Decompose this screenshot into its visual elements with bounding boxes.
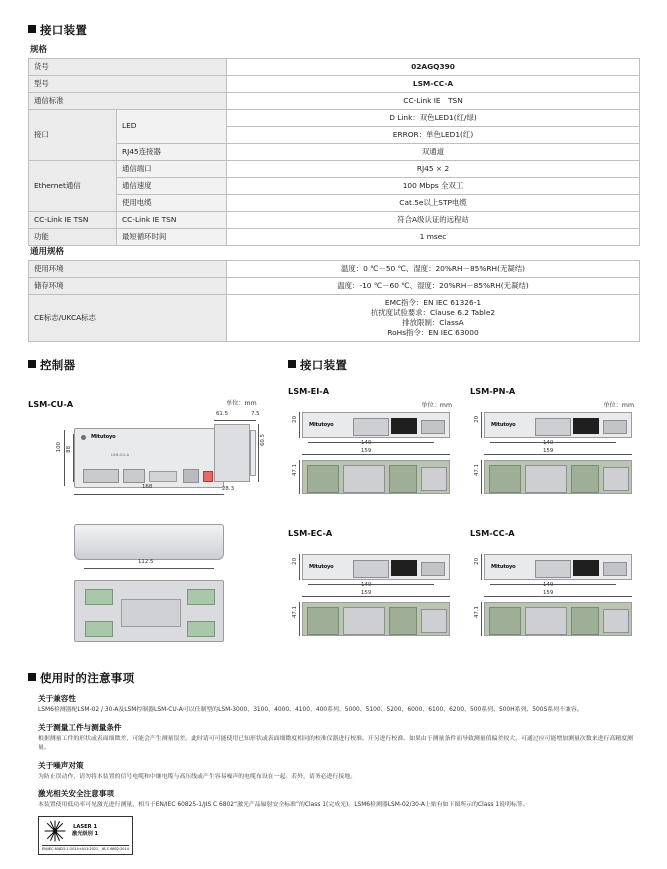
interface-device-section <box>288 357 640 378</box>
cell-value: Cat.5e以上STP电缆 <box>227 194 640 211</box>
cell-value: 符合A级认证的远程站 <box>227 211 640 228</box>
board-area <box>389 465 417 493</box>
dim-line <box>299 460 300 494</box>
dim-line <box>73 434 74 482</box>
dim-line <box>214 420 256 421</box>
dim-line <box>481 554 482 580</box>
device-block-ec <box>288 528 460 644</box>
table-row <box>29 109 640 126</box>
port-block <box>535 418 571 436</box>
dim-line <box>481 412 482 438</box>
device-drawing <box>288 544 460 644</box>
cell-sublabel: 通信速度 <box>117 177 227 194</box>
table-row <box>29 211 640 228</box>
cell-label: 货号 <box>29 59 227 76</box>
table-row <box>29 143 640 160</box>
device-drawing <box>288 402 460 502</box>
note-body-noise: 为防止误动作，请勿将本装置的信号电缆和中继电缆与高压线或产生容易噪声的电缆布设在一起。若外，请务必进行接地。 <box>38 773 357 780</box>
table-row <box>29 194 640 211</box>
notes-section <box>28 670 640 855</box>
ce-line: 抗扰度试验要求：Clause 6.2 Table2 <box>370 307 496 317</box>
dim-depth-total: 61.5 <box>216 411 229 417</box>
dim-width-159: 159 <box>543 590 554 596</box>
square-bullet-icon <box>288 360 296 368</box>
dim-foot: 28.3 <box>222 486 235 492</box>
connector-block <box>149 471 177 482</box>
dim-width-159: 159 <box>361 590 372 596</box>
unit-label: 单位：mm <box>603 402 634 409</box>
cell-value: 1 msec <box>227 228 640 245</box>
device-block-pn <box>470 386 642 502</box>
dim-front-width: 168 <box>142 484 153 490</box>
table-row <box>29 59 640 76</box>
general-spec-table <box>28 260 640 342</box>
cell-value: CC-Link IE TSN <box>227 92 640 109</box>
connector-block <box>183 469 199 483</box>
cell-value: LSM-CC-A <box>227 75 640 92</box>
device-block-ei <box>288 386 460 502</box>
device-front-body <box>302 412 450 438</box>
device-model-label: LSM-CC-A <box>470 528 515 538</box>
port-block <box>603 420 627 434</box>
cell-value: 温度：0 ℃－50 ℃、湿度：20%RH－85%RH(无凝结) <box>227 261 640 278</box>
brand-logo: Mitutoyo <box>491 422 516 428</box>
cell-sublabel: 最短循环时间 <box>117 228 227 245</box>
controller-side-flange <box>250 430 256 476</box>
controller-bottom-body <box>74 580 224 642</box>
table-row <box>29 177 640 194</box>
board-area <box>307 465 339 493</box>
device-bottom-body <box>302 460 450 494</box>
port-block <box>421 562 445 576</box>
dim-line <box>299 602 300 636</box>
dim-height2: 47.1 <box>292 464 298 477</box>
board-area <box>421 467 447 491</box>
cell-label: CC-Link IE TSN <box>29 211 117 228</box>
device-model-label: LSM-PN-A <box>470 386 516 396</box>
cell-sublabel: 通信端口 <box>117 160 227 177</box>
sub-heading-general-spec: 通用规格 <box>30 247 65 257</box>
display-panel <box>391 418 417 434</box>
dim-line <box>484 454 632 455</box>
dim-height: 20 <box>292 416 298 423</box>
unit-label: 单位：mm <box>421 402 452 409</box>
square-bullet-icon <box>28 673 36 681</box>
unit-label: 单位：mm <box>226 400 257 407</box>
note-body-compatibility: LSM6检测器配LSM-02 / 30-A及LSM控制器LSM-CU-A可以任制型的LSM-3000、3100、4000、4100、400系列、5000、5100、5200、6000、6100、6200、500系列、500H系列、500S系列不兼容。 <box>38 707 583 713</box>
board-area <box>489 465 521 493</box>
laser-standard-code: EN/IEC 60825-1:2014+A11:2021、JIS C 6802:2014 <box>42 847 129 852</box>
dim-width-140: 140 <box>543 440 554 446</box>
board-area <box>525 607 567 635</box>
cell-value: D Link：双色LED1(红/绿) <box>227 109 640 126</box>
dim-front-height: 100 <box>56 442 62 453</box>
note-title-compatibility: 关于兼容性 <box>38 694 76 703</box>
cell-label: 型号 <box>29 75 227 92</box>
cell-value: RJ45 × 2 <box>227 160 640 177</box>
cell-label: Ethernet通信 <box>29 160 117 211</box>
controller-side-view <box>208 400 288 514</box>
board-area <box>571 607 599 635</box>
cell-sublabel: LED <box>117 109 227 143</box>
controller-iso-body <box>74 524 224 560</box>
bottom-plate <box>121 599 181 627</box>
dim-depth-small: 7.5 <box>251 411 260 417</box>
port-block <box>535 560 571 578</box>
note-body-laser-safety: 本装置使用低功率可见激光进行测量，相当于EN/IEC 60825-1/JIS C 6802“激光产品辐射安全标准”的Class 1(完成光)。LSM6检测器LSM-02/30-A上贴有如下图所示的Class 1说明标签。 <box>38 802 529 809</box>
table-row <box>29 75 640 92</box>
table-row <box>29 277 640 294</box>
dim-height2: 47.1 <box>292 606 298 619</box>
dim-line <box>299 554 300 580</box>
cell-value: 100 Mbps 全双工 <box>227 177 640 194</box>
cell-label: CE标志/UKCA标志 <box>29 294 227 341</box>
device-model-label: LSM-EC-A <box>288 528 333 538</box>
board-area <box>343 465 385 493</box>
device-drawing <box>470 544 642 644</box>
cell-value: 02AGQ390 <box>227 59 640 76</box>
dim-height2: 47.1 <box>474 464 480 477</box>
note-title-workpiece: 关于测量工件与测量条件 <box>38 722 122 732</box>
laser-sunburst-icon <box>42 819 68 843</box>
board-area <box>525 465 567 493</box>
note-body-workpiece: 根据测量工件的形状或表面细微差，可能会产生测量误差。此时请可可能使用已知形状或表面细微度相同的校准仪器进行校准。开另进行校准。如果由于测量条件而导致测量值偏差较大，可通过应可能增加测量次数来进行高精度测量。 <box>38 735 633 751</box>
square-bullet-icon <box>28 25 36 33</box>
cell-label: 接口 <box>29 109 117 160</box>
dim-line <box>484 596 632 597</box>
section-heading-notes: 使用时的注意事项 <box>28 670 640 686</box>
dim-width-140: 140 <box>361 582 372 588</box>
cell-label: 通信标准 <box>29 92 227 109</box>
dim-width-140: 140 <box>361 440 372 446</box>
controller-body <box>74 428 224 488</box>
controller-bottom-view <box>74 580 224 650</box>
laser-class-line2: 激光级别 1 <box>72 831 99 838</box>
interface-unit-section <box>28 22 640 246</box>
device-block-cc <box>470 528 642 644</box>
table-row <box>29 261 640 278</box>
dim-top-width: 112.5 <box>138 559 154 565</box>
sub-heading-spec: 规格 <box>30 45 48 55</box>
board-area <box>571 465 599 493</box>
display-panel <box>391 560 417 576</box>
mount-pad <box>85 589 113 605</box>
dim-front-inner-height: 88 <box>66 446 72 453</box>
dim-side-height: 60.5 <box>260 434 266 447</box>
cell-value: 温度：-10 ℃－60 ℃、湿度：20%RH－85%RH(无凝结) <box>227 277 640 294</box>
dim-line <box>302 454 450 455</box>
ce-line: EMC指令：EN IEC 61326-1 <box>384 297 482 307</box>
device-bottom-body <box>484 460 632 494</box>
brand-logo: Mitutoyo <box>91 434 116 440</box>
brand-logo: Mitutoyo <box>309 422 334 428</box>
controller-model-label: LSM-CU-A <box>28 399 74 409</box>
port-block <box>421 420 445 434</box>
section-heading-controller: 控制器 <box>28 357 278 373</box>
device-bottom-body <box>302 602 450 636</box>
dim-line <box>64 430 65 486</box>
display-panel <box>573 418 599 434</box>
device-front-body <box>484 412 632 438</box>
ce-line: RoHs指令：EN IEC 63000 <box>387 327 479 337</box>
laser-class-line1: LASER 1 <box>73 824 98 831</box>
display-panel <box>573 560 599 576</box>
connector-block <box>83 469 119 483</box>
dim-line <box>481 602 482 636</box>
cell-value: ERROR：单色LED1(红) <box>227 126 640 143</box>
port-block <box>353 560 389 578</box>
brand-logo: Mitutoyo <box>491 564 516 570</box>
cell-label: 功能 <box>29 228 117 245</box>
device-model-label: LSM-EI-A <box>288 386 330 396</box>
device-bottom-body <box>484 602 632 636</box>
spec-table <box>28 58 640 246</box>
cell-sublabel: CC-Link IE TSN <box>117 211 227 228</box>
cell-value-multiline <box>227 294 640 341</box>
table-row <box>29 294 640 341</box>
dim-line <box>74 494 224 495</box>
cell-label: 储存环境 <box>29 277 227 294</box>
board-area <box>489 607 521 635</box>
dim-height: 20 <box>474 558 480 565</box>
device-drawing <box>470 402 642 502</box>
controller-sublabel: LSM-CU-A <box>111 453 130 457</box>
cell-sublabel: 使用电缆 <box>117 194 227 211</box>
port-block <box>353 418 389 436</box>
controller-side-body <box>214 424 250 482</box>
port-block <box>603 562 627 576</box>
dim-height: 20 <box>292 558 298 565</box>
dim-line <box>481 460 482 494</box>
note-title-noise: 关于噪声对策 <box>38 760 84 770</box>
board-area <box>603 467 629 491</box>
dim-height2: 47.1 <box>474 606 480 619</box>
board-area <box>389 607 417 635</box>
dim-width-159: 159 <box>543 448 554 454</box>
table-row <box>29 92 640 109</box>
dim-width-140: 140 <box>543 582 554 588</box>
table-row <box>29 160 640 177</box>
mount-pad <box>85 621 113 637</box>
laser-class-label <box>38 816 133 855</box>
board-area <box>421 609 447 633</box>
cell-sublabel: RJ45连接器 <box>117 143 227 160</box>
dim-height: 20 <box>474 416 480 423</box>
mount-pad <box>187 621 215 637</box>
dim-line <box>302 596 450 597</box>
dim-line <box>84 568 214 569</box>
brand-logo: Mitutoyo <box>309 564 334 570</box>
section-heading-interface-device: 接口装置 <box>288 357 640 373</box>
square-bullet-icon <box>28 360 36 368</box>
note-title-laser-safety: 激光相关安全注意事项 <box>38 789 114 799</box>
dim-line <box>299 412 300 438</box>
dim-width-159: 159 <box>361 448 372 454</box>
mount-pad <box>187 589 215 605</box>
cell-label: 使用环境 <box>29 261 227 278</box>
general-spec-section <box>28 245 640 342</box>
section-heading-interface-unit: 接口装置 <box>28 22 640 38</box>
power-led-icon <box>81 435 86 440</box>
cell-value: 双通道 <box>227 143 640 160</box>
dim-line <box>258 424 259 482</box>
connector-block <box>123 469 145 483</box>
device-front-body <box>484 554 632 580</box>
controller-iso-view <box>56 518 246 578</box>
board-area <box>307 607 339 635</box>
ce-line: 排放限制：ClassA <box>402 317 464 327</box>
board-area <box>603 609 629 633</box>
table-row <box>29 228 640 245</box>
board-area <box>343 607 385 635</box>
device-front-body <box>302 554 450 580</box>
